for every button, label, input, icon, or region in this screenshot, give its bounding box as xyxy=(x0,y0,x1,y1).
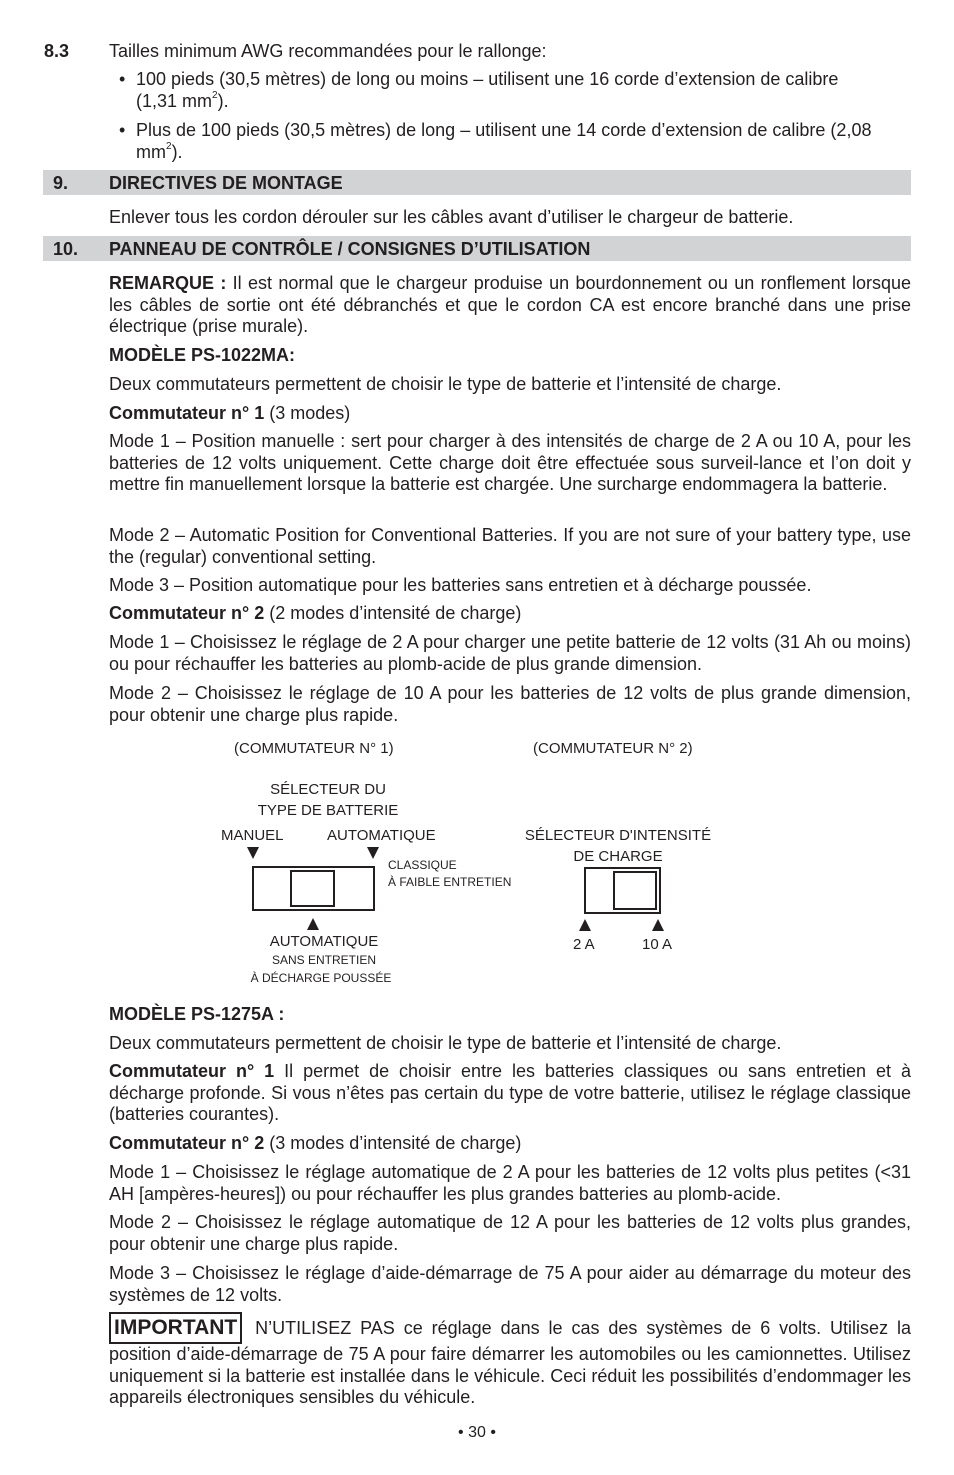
10a-label: 10 A xyxy=(642,936,673,953)
2a-arrow-icon xyxy=(579,919,591,931)
automatique-top-label: AUTOMATIQUE xyxy=(327,827,436,844)
model1-mode1: Mode 1 – Position manuelle : sert pour charger à des intensités de charge de 2 A ou 10 A, pour les batteries de 12 volts uniquement. Cette charge doit être effectuée sous surveil-lance et l’on doit y mettre fin manuellement lorsque la batterie est chargée. Une surcharge endommagera la batterie. xyxy=(109,431,911,494)
switch1-suffix: (3 modes) xyxy=(264,403,351,423)
model2-switch1-paragraph xyxy=(109,1061,911,1126)
model2-mode2: Mode 2 – Choisissez le réglage automatique de 12 A pour les batteries de 12 volts plus grandes, pour obtenir une charge plus rapide. xyxy=(109,1212,911,1254)
section-number: 9. xyxy=(53,173,69,193)
bullet-end: ). xyxy=(217,90,229,111)
model2-mode1: Mode 1 – Choisissez le réglage automatique de 2 A pour les batteries de 12 volts plus petites (<31 AH [ampères-heures]) ou pour réchauffer les plus grandes batteries au plomb-acide. xyxy=(109,1162,911,1204)
page-number: • 30 • xyxy=(458,1424,496,1441)
switch2-suffix: (2 modes d’intensité de charge) xyxy=(264,603,522,623)
switch2-slider xyxy=(614,872,656,909)
bullet-end: ). xyxy=(171,141,183,162)
section-title: PANNEAU DE CONTRÔLE / CONSIGNES D’UTILISATION xyxy=(109,239,591,259)
model1-mode2: Mode 2 – Automatic Position for Conventional Batteries. If you are not sure of your battery type, use the (regular) conventional setting. xyxy=(109,525,911,567)
decharge-poussee-label: À DÉCHARGE POUSSÉE xyxy=(250,971,392,985)
section-title: DIRECTIVES DE MONTAGE xyxy=(109,173,343,193)
important-badge: IMPORTANT xyxy=(109,1312,242,1344)
bullet-dot: • xyxy=(119,69,126,89)
intensity-selector-label-line2: DE CHARGE xyxy=(573,848,663,865)
important-text: N’UTILISEZ PAS ce réglage dans le cas des systèmes de 6 volts. Utilisez la position d’aide-démarrage de 75 A pour faire démarrer les automobiles ou les camionnettes. Utilisez uniquement si la batterie est installée dans le véhicule. Ceci réduit les possibilités d’endommager les appareils électroniques sensibles du véhicule. xyxy=(109,1318,911,1407)
switch1-label: Commutateur n° 1 xyxy=(109,403,265,423)
model1-sw2-mode1: Mode 1 – Choisissez le réglage de 2 A pour charger une petite batterie de 12 volts (31 Ah ou moins) ou pour réchauffer les batteries au plomb-acide de plus grande dimension. xyxy=(109,632,911,674)
model1-intro: Deux commutateurs permettent de choisir le type de batterie et l’intensité de charge. xyxy=(109,374,782,394)
model1-mode3: Mode 3 – Position automatique pour les batteries sans entretien et à décharge poussée. xyxy=(109,575,812,595)
important-paragraph xyxy=(109,1312,911,1409)
faible-entretien-label: À FAIBLE ENTRETIEN xyxy=(388,875,512,889)
switch1-label: Commutateur n° 1 xyxy=(109,1061,275,1081)
section-8-3-title: Tailles minimum AWG recommandées pour le rallonge: xyxy=(109,41,547,61)
switch1-text: Il permet de choisir entre les batteries classiques ou sans entretien et à décharge profonde. Si vous n’êtes pas certain du type de votre batterie, utilisez le réglage classique (batteries courantes). xyxy=(109,1061,911,1124)
battery-type-selector-label-line1: SÉLECTEUR DU xyxy=(270,781,386,798)
sans-entretien-label: SANS ENTRETIEN xyxy=(271,953,376,967)
manuel-label: MANUEL xyxy=(221,827,284,844)
model2-switch2-heading xyxy=(109,1133,911,1155)
manuel-arrow-icon xyxy=(247,847,259,859)
section-number: 10. xyxy=(53,239,79,259)
switch1-housing xyxy=(253,867,374,910)
battery-type-selector-label-line2: TYPE DE BATTERIE xyxy=(257,802,399,819)
automatique-bottom-label: AUTOMATIQUE xyxy=(269,933,379,950)
bullet-dot: • xyxy=(119,120,126,140)
section-9-body: Enlever tous les cordon dérouler sur les câbles avant d’utiliser le chargeur de batterie. xyxy=(109,207,794,227)
2a-label: 2 A xyxy=(573,936,595,953)
model-ps1022ma-heading: MODÈLE PS-1022MA: xyxy=(109,345,296,365)
switch2-suffix: (3 modes d’intensité de charge) xyxy=(264,1133,522,1153)
model-ps1275a-heading: MODÈLE PS-1275A : xyxy=(109,1004,285,1024)
switch2-label: Commutateur n° 2 xyxy=(109,1133,265,1153)
automatique-arrow-icon xyxy=(367,847,379,859)
model2-mode3: Mode 3 – Choisissez le réglage d’aide-démarrage de 75 A pour aider au démarrage du moteur des systèmes de 12 volts. xyxy=(109,1263,911,1305)
switch1-slider xyxy=(291,871,334,906)
switch2-housing xyxy=(585,868,660,913)
section-number-8-3: 8.3 xyxy=(44,41,70,61)
remarque-label: REMARQUE : xyxy=(109,273,227,293)
bullet-text: 100 pieds (30,5 mètres) de long ou moins – utilisent une 16 corde d’extension de calibre (1,31 mm xyxy=(136,69,839,111)
model2-intro: Deux commutateurs permettent de choisir le type de batterie et l’intensité de charge. xyxy=(109,1033,782,1053)
10a-arrow-icon xyxy=(652,919,664,931)
model1-sw2-mode2: Mode 2 – Choisissez le réglage de 10 A pour les batteries de 12 volts de plus grande dimension, pour obtenir une charge plus rapide. xyxy=(109,683,911,725)
remarque-text: Il est normal que le chargeur produise un bourdonnement ou un ronflement lorsque les câbles de sortie ont été débranchés et que le cordon CA est encore branché dans une prise électrique (prise murale). xyxy=(109,273,911,336)
switch2-label: Commutateur n° 2 xyxy=(109,603,265,623)
switch1-caption: (COMMUTATEUR N° 1) xyxy=(234,740,394,757)
auto-sans-entretien-arrow-icon xyxy=(307,918,319,930)
bullet-text: Plus de 100 pieds (30,5 mètres) de long – utilisent une 14 corde d’extension de calibre (2,08 mm xyxy=(136,120,872,162)
superscript: 2 xyxy=(212,89,218,101)
switch2-caption: (COMMUTATEUR N° 2) xyxy=(533,740,693,757)
classique-label: CLASSIQUE xyxy=(388,858,457,872)
intensity-selector-label-line1: SÉLECTEUR D'INTENSITÉ xyxy=(524,827,712,844)
superscript: 2 xyxy=(166,140,172,152)
